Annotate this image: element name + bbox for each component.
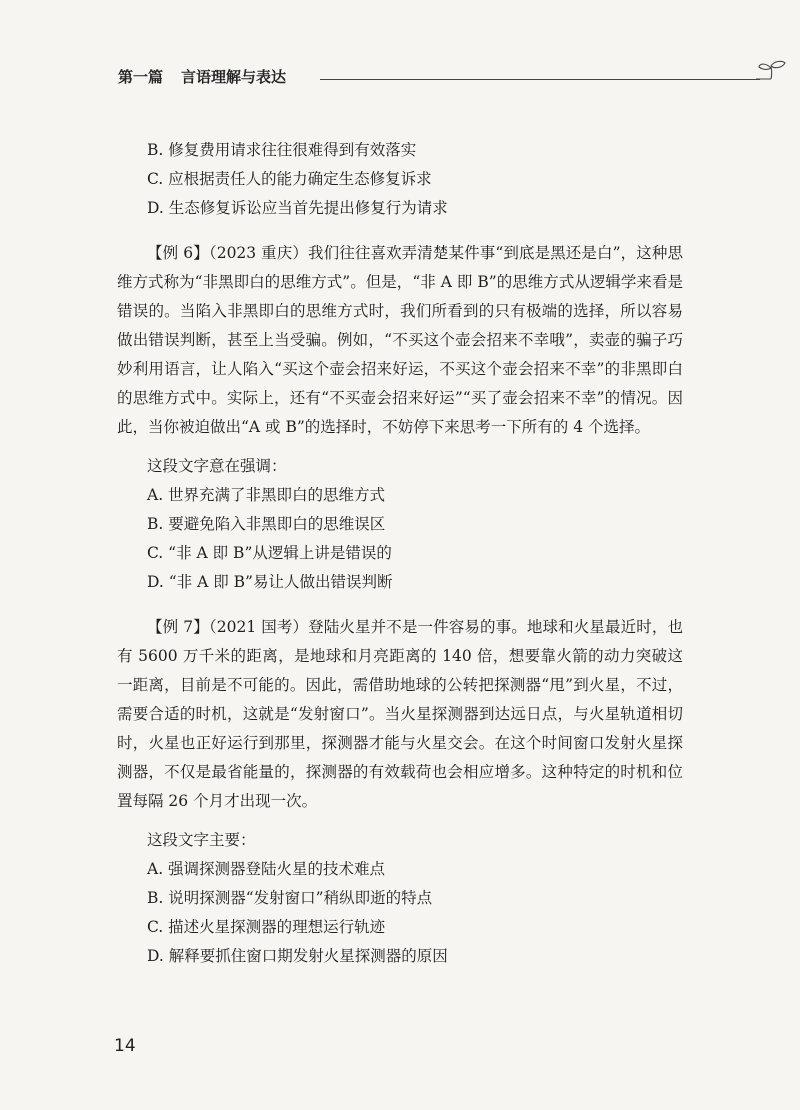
example-7-option-c: C. 描述火星探测器的理想运行轨迹 (147, 918, 386, 936)
prev-option-c: C. 应根据责任人的能力确定生态修复诉求 (147, 170, 432, 188)
sprout-icon (754, 60, 788, 86)
example-7-label: 【例 7】 (147, 618, 209, 636)
header-section-title: 言语理解与表达 (181, 68, 287, 86)
example-7-source: （2021 国考） (208, 618, 309, 636)
example-7-option-a: A. 强调探测器登陆火星的技术难点 (147, 860, 386, 878)
example-6-paragraph (117, 239, 683, 442)
page-number: 14 (114, 1036, 136, 1056)
prev-option-b: B. 修复费用请求往往很难得到有效落实 (147, 141, 417, 159)
example-7-option-d: D. 解释要抓住窗口期发射火星探测器的原因 (147, 947, 448, 965)
example-6-option-b: B. 要避免陷入非黑即白的思维误区 (147, 515, 386, 533)
header-rule (320, 79, 760, 80)
running-header (118, 60, 688, 90)
example-7-text: 登陆火星并不是一件容易的事。地球和火星最近时，也有 5600 万千米的距离，是地球和月亮距离的 140 倍，想要靠火箭的动力突破这一距离，目前是不可能的。因此，需借助地球的公转把探测器“甩”到火星，不过，需要合适的时机，这就是“发射窗口”。当火星探测器到达远日点，与火星轨道相切时，火星也正好运行到那里，探测器才能与火星交会。在这个时间窗口发射火星探测器，不仅是最省能量的，探测器的有效载荷也会相应增多。这种特定的时机和位置每隔 26 个月才出现一次。 (117, 618, 683, 810)
page-content (117, 136, 683, 971)
example-7-paragraph (117, 613, 683, 816)
example-6-source: （2023 重庆） (208, 244, 309, 262)
example-6-label: 【例 6】 (147, 244, 209, 262)
example-6-question: 这段文字意在强调： (147, 457, 287, 475)
example-6-option-a: A. 世界充满了非黑即白的思维方式 (147, 486, 386, 504)
example-6-option-d: D. “非 A 即 B”易让人做出错误判断 (147, 573, 393, 591)
example-6-option-c: C. “非 A 即 B”从逻辑上讲是错误的 (147, 544, 392, 562)
header-title (118, 66, 286, 87)
example-7-question: 这段文字主要： (147, 831, 256, 849)
header-part: 第一篇 (118, 68, 164, 86)
example-7-option-b: B. 说明探测器“发射窗口”稍纵即逝的特点 (147, 889, 433, 907)
example-6-text: 我们往往喜欢弄清楚某件事“到底是黑还是白”，这种思维方式称为“非黑即白的思维方式”。但是，“非 A 即 B”的思维方式从逻辑学来看是错误的。当陷入非黑即白的思维方式时，我们所看到的只有极端的选择，所以容易做出错误判断，甚至上当受骗。例如，“不买这个壶会招来不幸哦”，卖壶的骗子巧妙利用语言，让人陷入“买这个壶会招来好运，不买这个壶会招来不幸”的非黑即白的思维方式中。实际上，还有“不买壶会招来好运”“买了壶会招来不幸”的情况。因此，当你被迫做出“A 或 B”的选择时，不妨停下来思考一下所有的 4 个选择。 (117, 244, 683, 436)
prev-option-d: D. 生态修复诉讼应当首先提出修复行为请求 (147, 199, 448, 217)
